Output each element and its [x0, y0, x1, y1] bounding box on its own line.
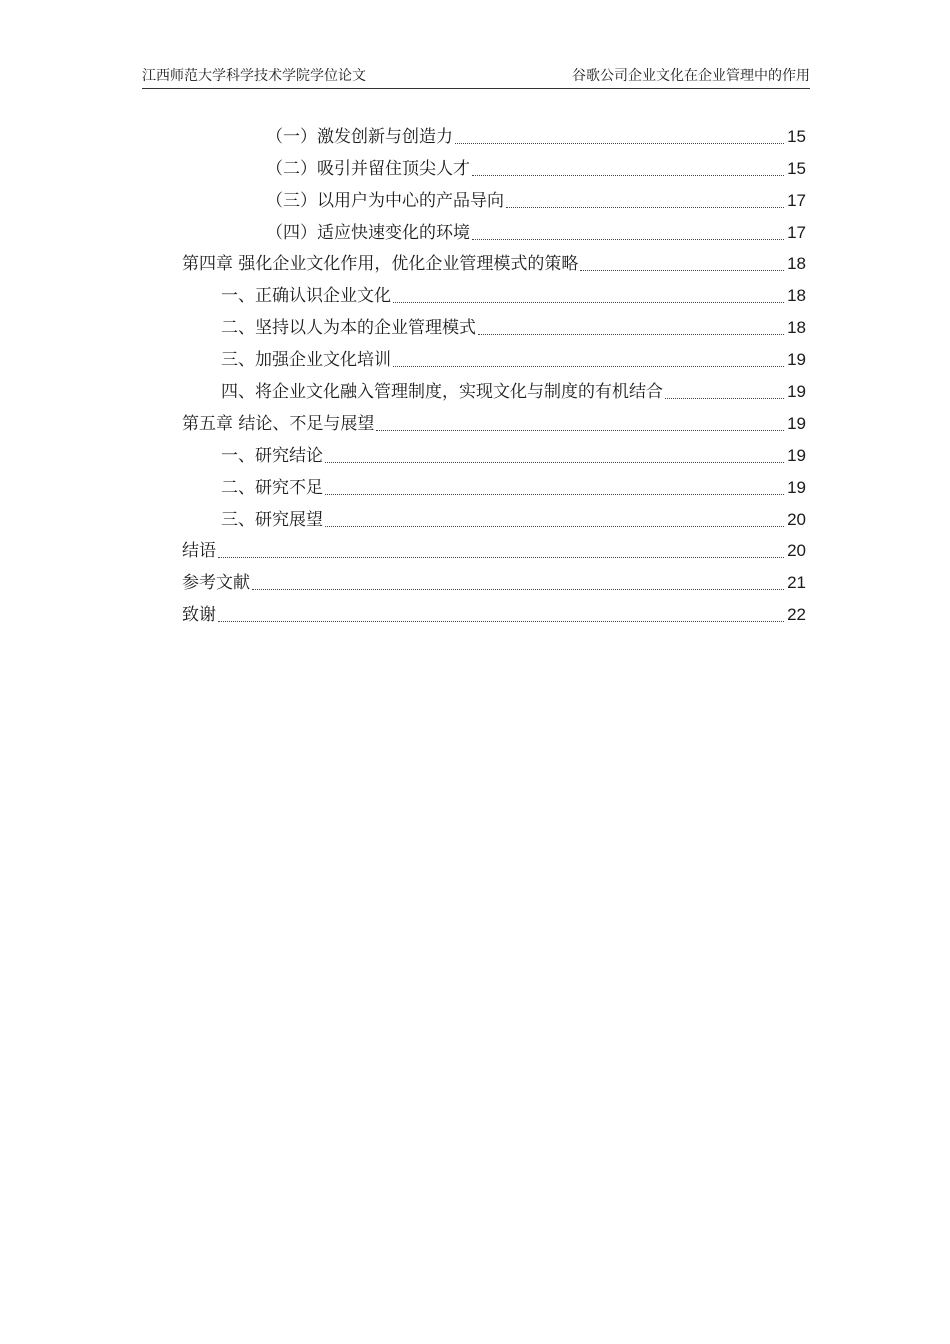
- toc-entry-title: （二）吸引并留住顶尖人才: [266, 158, 470, 179]
- toc-entry[interactable]: [182, 152, 806, 184]
- dot-leader: [506, 206, 784, 208]
- toc-entry-title: 二、坚持以人为本的企业管理模式: [221, 318, 476, 339]
- toc-entry-page: 20: [787, 541, 806, 561]
- dot-leader: [218, 620, 784, 622]
- toc-entry-title: （三）以用户为中心的产品导向: [266, 190, 504, 211]
- toc-entry-title: 一、正确认识企业文化: [221, 286, 391, 307]
- toc-entry-page: 15: [787, 158, 806, 178]
- toc-entry-page: 18: [787, 318, 806, 338]
- toc-entry-title: （一）激发创新与创造力: [266, 126, 453, 147]
- toc-entry-page: 19: [787, 382, 806, 402]
- toc-entry-conclusion[interactable]: [182, 535, 806, 567]
- toc-entry-page: 22: [787, 605, 806, 625]
- toc-entry-title: 一、研究结论: [221, 445, 323, 466]
- toc-entry[interactable]: [182, 343, 806, 375]
- toc-entry-chapter[interactable]: [182, 248, 806, 280]
- header-thesis-title: 谷歌公司企业文化在企业管理中的作用: [572, 68, 810, 84]
- toc-entry-acknowledgements[interactable]: [182, 598, 806, 630]
- running-header: [142, 66, 810, 89]
- toc-entry[interactable]: [182, 375, 806, 407]
- toc-entry[interactable]: [182, 279, 806, 311]
- toc-entry-page: 19: [787, 477, 806, 497]
- dot-leader: [665, 397, 784, 399]
- dot-leader: [393, 301, 784, 303]
- toc-entry-title: 参考文献: [182, 573, 250, 594]
- toc-entry-page: 17: [787, 222, 806, 242]
- dot-leader: [325, 525, 784, 527]
- toc-entry-title: 四、将企业文化融入管理制度，实现文化与制度的有机结合: [221, 382, 663, 403]
- toc-entry-title: 致谢: [182, 605, 216, 626]
- toc-entry-page: 20: [787, 509, 806, 529]
- dot-leader: [376, 429, 784, 431]
- toc-entry-page: 19: [787, 445, 806, 465]
- dot-leader: [478, 333, 784, 335]
- dot-leader: [455, 142, 784, 144]
- table-of-contents: [182, 120, 806, 630]
- toc-entry-title: 二、研究不足: [221, 477, 323, 498]
- toc-entry[interactable]: [182, 184, 806, 216]
- toc-entry[interactable]: [182, 120, 806, 152]
- toc-entry-title: 结语: [182, 541, 216, 562]
- header-institution: 江西师范大学科学技术学院学位论文: [142, 68, 366, 84]
- dot-leader: [472, 174, 784, 176]
- toc-entry-page: 18: [787, 286, 806, 306]
- toc-entry[interactable]: [182, 503, 806, 535]
- toc-entry[interactable]: [182, 471, 806, 503]
- dot-leader: [393, 365, 784, 367]
- dot-leader: [472, 238, 784, 240]
- toc-entry-page: 15: [787, 126, 806, 146]
- toc-entry-title: （四）适应快速变化的环境: [266, 222, 470, 243]
- toc-entry-page: 17: [787, 190, 806, 210]
- dot-leader: [218, 556, 784, 558]
- dot-leader: [580, 269, 784, 271]
- toc-entry-page: 19: [787, 413, 806, 433]
- toc-entry-title: 第五章 结论、不足与展望: [182, 413, 375, 434]
- toc-entry-chapter[interactable]: [182, 407, 806, 439]
- toc-entry[interactable]: [182, 216, 806, 248]
- toc-entry[interactable]: [182, 439, 806, 471]
- dot-leader: [325, 461, 784, 463]
- toc-entry-title: 三、加强企业文化培训: [221, 350, 391, 371]
- toc-entry-title: 三、研究展望: [221, 509, 323, 530]
- dot-leader: [252, 588, 784, 590]
- toc-entry-page: 18: [787, 254, 806, 274]
- toc-entry[interactable]: [182, 311, 806, 343]
- toc-entry-title: 第四章 强化企业文化作用，优化企业管理模式的策略: [182, 254, 579, 275]
- dot-leader: [325, 493, 784, 495]
- toc-entry-page: 19: [787, 350, 806, 370]
- toc-entry-references[interactable]: [182, 566, 806, 598]
- toc-entry-page: 21: [787, 573, 806, 593]
